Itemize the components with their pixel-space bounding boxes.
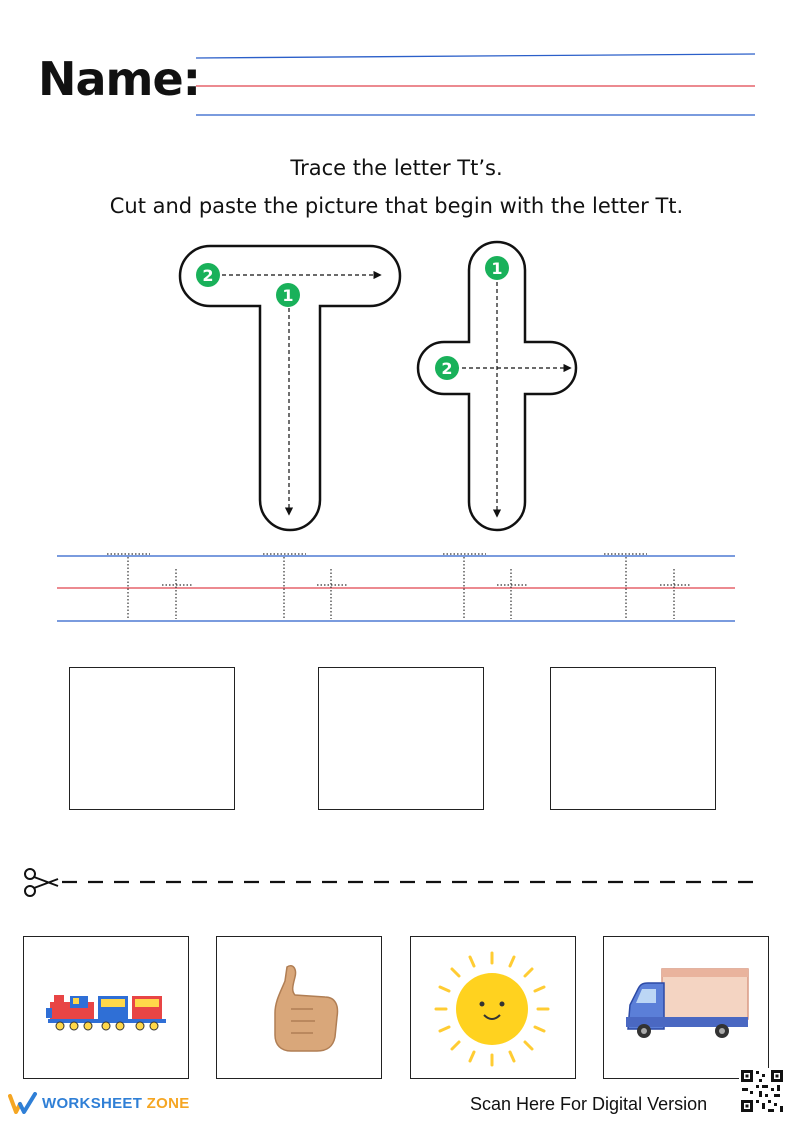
truck-icon — [604, 937, 767, 1077]
svg-text:2: 2 — [202, 266, 214, 285]
tracing-letters — [0, 230, 793, 540]
picture-card-sun[interactable] — [410, 936, 576, 1079]
instruction-line-2: Cut and paste the picture that begin with the letter Tt. — [109, 194, 684, 218]
answer-box-2[interactable] — [318, 667, 484, 810]
svg-text:2: 2 — [441, 359, 453, 378]
svg-text:1: 1 — [491, 259, 503, 278]
lowercase-t-outline — [418, 242, 576, 530]
uppercase-stroke-2-badge — [196, 263, 220, 287]
answer-box-1[interactable] — [69, 667, 235, 810]
brand-mark-icon — [8, 1092, 38, 1114]
picture-card-train[interactable] — [23, 936, 189, 1079]
thumb-icon — [217, 937, 380, 1077]
qr-code-icon[interactable] — [739, 1068, 785, 1114]
practice-lines — [0, 545, 793, 630]
answer-box-3[interactable] — [550, 667, 716, 810]
lowercase-stroke-2-badge — [435, 356, 459, 380]
brand-logo[interactable] — [8, 1092, 190, 1114]
practice-pair-1 — [107, 554, 192, 619]
brand-name-second: ZONE — [146, 1094, 190, 1112]
lowercase-stroke-1-badge — [485, 256, 509, 280]
name-writing-lines — [0, 0, 793, 130]
instruction-line-1: Trace the letter Tt’s. — [290, 156, 503, 180]
scan-text: Scan Here For Digital Version — [470, 1094, 708, 1114]
train-icon — [24, 937, 187, 1077]
picture-card-thumb[interactable] — [216, 936, 382, 1079]
picture-card-truck[interactable] — [603, 936, 769, 1079]
practice-pair-3 — [443, 554, 527, 619]
sun-icon — [411, 937, 574, 1077]
cut-line — [0, 860, 793, 905]
practice-pair-4 — [604, 554, 690, 619]
practice-pair-2 — [263, 554, 347, 619]
brand-name-first: WORKSHEET — [42, 1094, 143, 1112]
uppercase-stroke-1-badge — [276, 283, 300, 307]
name-label: Name: — [38, 52, 201, 106]
svg-text:1: 1 — [282, 286, 294, 305]
scissors-icon — [25, 869, 58, 896]
